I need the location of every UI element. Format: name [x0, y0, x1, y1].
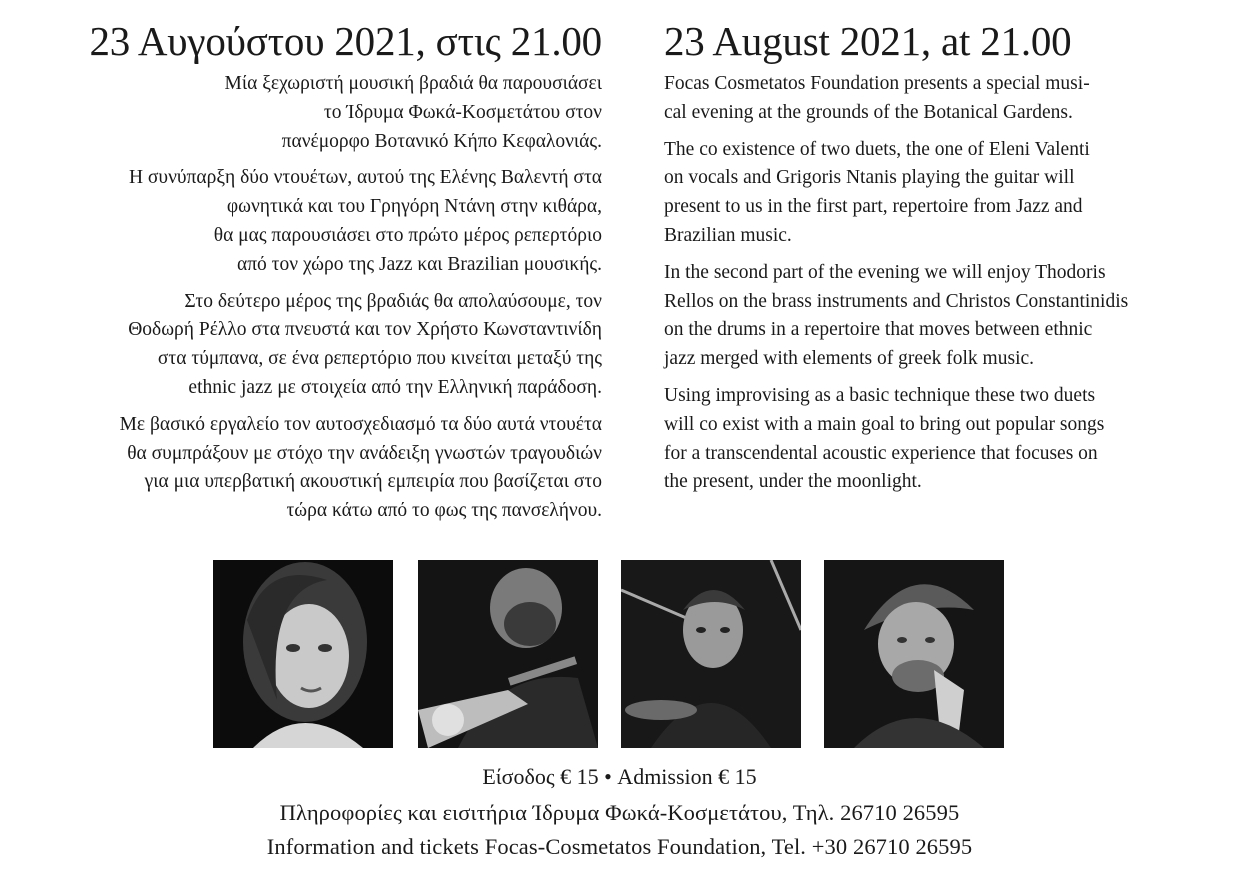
paragraph-line: πανέμορφο Βοτανικό Κήπο Κεφαλονιάς. [281, 130, 602, 152]
greek-paragraph [20, 411, 602, 526]
greek-column [20, 14, 602, 534]
paragraph-line: on the drums in a repertoire that moves between ethnic [664, 319, 1093, 341]
greek-title: 23 Αυγούστου 2021, στις 21.00 [89, 18, 602, 64]
paragraph-line: for a transcendental acoustic experience that focuses on [664, 442, 1098, 464]
paragraph-line: ethnic jazz με στοιχεία από την Ελληνική παράδοση. [188, 376, 602, 398]
paragraph-line: Στο δεύτερο μέρος της βραδιάς θα απολαύσουμε, τον [184, 290, 602, 312]
greek-paragraph [20, 288, 602, 403]
paragraph-line: present to us in the first part, repertoire from Jazz and [664, 196, 1083, 218]
vocalist-portrait-image [213, 560, 393, 748]
saxophonist-photo-image [824, 560, 1004, 748]
english-paragraph [664, 70, 1204, 128]
photo-guitarist [418, 560, 598, 748]
paragraph-line: Focas Cosmetatos Foundation presents a special musi- [664, 73, 1090, 94]
paragraph-line: Η συνύπαρξη δύο ντουέτων, αυτού της Ελένης Βαλεντή στα [128, 167, 602, 189]
musician-photos [213, 560, 1004, 748]
paragraph-line: Μία ξεχωριστή μουσική βραδιά θα παρουσιάσει [224, 73, 602, 94]
paragraph-line: από τον χώρο της Jazz και Brazilian μουσικής. [236, 253, 602, 275]
paragraph-line: will co exist with a main goal to bring out popular songs [664, 413, 1105, 435]
paragraph-line: on vocals and Grigoris Ntanis playing the guitar will [664, 167, 1075, 189]
photo-drummer [621, 560, 801, 748]
paragraph-line: το Ίδρυμα Φωκά-Κοσμετάτου στον [323, 101, 602, 123]
english-title: 23 August 2021, at 21.00 [664, 18, 1072, 64]
greek-paragraphs [20, 70, 602, 526]
paragraph-line: The co existence of two duets, the one of Eleni Valenti [664, 138, 1090, 160]
greek-paragraph [20, 164, 602, 279]
paragraph-line: για μια υπερβατική ακουστική εμπειρία που βασίζεται στο [144, 471, 602, 493]
paragraph-line: Με βασικό εργαλείο τον αυτοσχεδιασμό τα δύο αυτά ντουέτα [119, 413, 602, 435]
drummer-photo-image [621, 560, 801, 748]
paragraph-line: Rellos on the brass instruments and Christos Constantinidis [664, 290, 1129, 312]
photo-saxophonist [824, 560, 1004, 748]
english-paragraph [664, 259, 1204, 374]
paragraph-line: the present, under the moonlight. [664, 471, 922, 493]
guitarist-photo-image [418, 560, 598, 748]
paragraph-line: Using improvising as a basic technique these two duets [664, 384, 1096, 406]
paragraph-line: cal evening at the grounds of the Botanical Gardens. [664, 101, 1073, 123]
paragraph-line: jazz merged with elements of greek folk music. [664, 348, 1035, 370]
info-greek: Πληροφορίες και εισιτήρια Ίδρυμα Φωκά-Κοσμετάτου, Τηλ. 26710 26595 [279, 800, 960, 825]
paragraph-line: φωνητικά και του Γρηγόρη Ντάνη στην κιθάρα, [226, 196, 602, 218]
english-paragraphs [664, 70, 1204, 497]
greek-paragraph [20, 70, 602, 156]
photo-vocalist [213, 560, 393, 748]
paragraph-line: Brazilian music. [664, 224, 792, 246]
paragraph-line: θα μας παρουσιάσει στο πρώτο μέρος ρεπερτόριο [213, 224, 602, 246]
paragraph-line: θα συμπράξουν με στόχο την ανάδειξη γνωστών τραγουδιών [127, 442, 602, 464]
paragraph-line: τώρα κάτω από το φως της πανσελήνου. [286, 500, 602, 522]
info-english: Information and tickets Focas-Cosmetatos Foundation, Tel. +30 26710 26595 [266, 834, 973, 859]
english-paragraph [664, 382, 1204, 497]
english-column [664, 14, 1204, 505]
paragraph-line: In the second part of the evening we will enjoy Thodoris [664, 261, 1106, 283]
paragraph-line: Θοδωρή Ρέλλο στα πνευστά και τον Χρήστο Κωνσταντινίδη [128, 319, 602, 341]
english-paragraph [664, 136, 1204, 251]
admission-price: Είσοδος € 15 • Admission € 15 [482, 764, 757, 789]
paragraph-line: στα τύμπανα, σε ένα ρεπερτόριο που κινείται μεταξύ της [157, 348, 602, 370]
